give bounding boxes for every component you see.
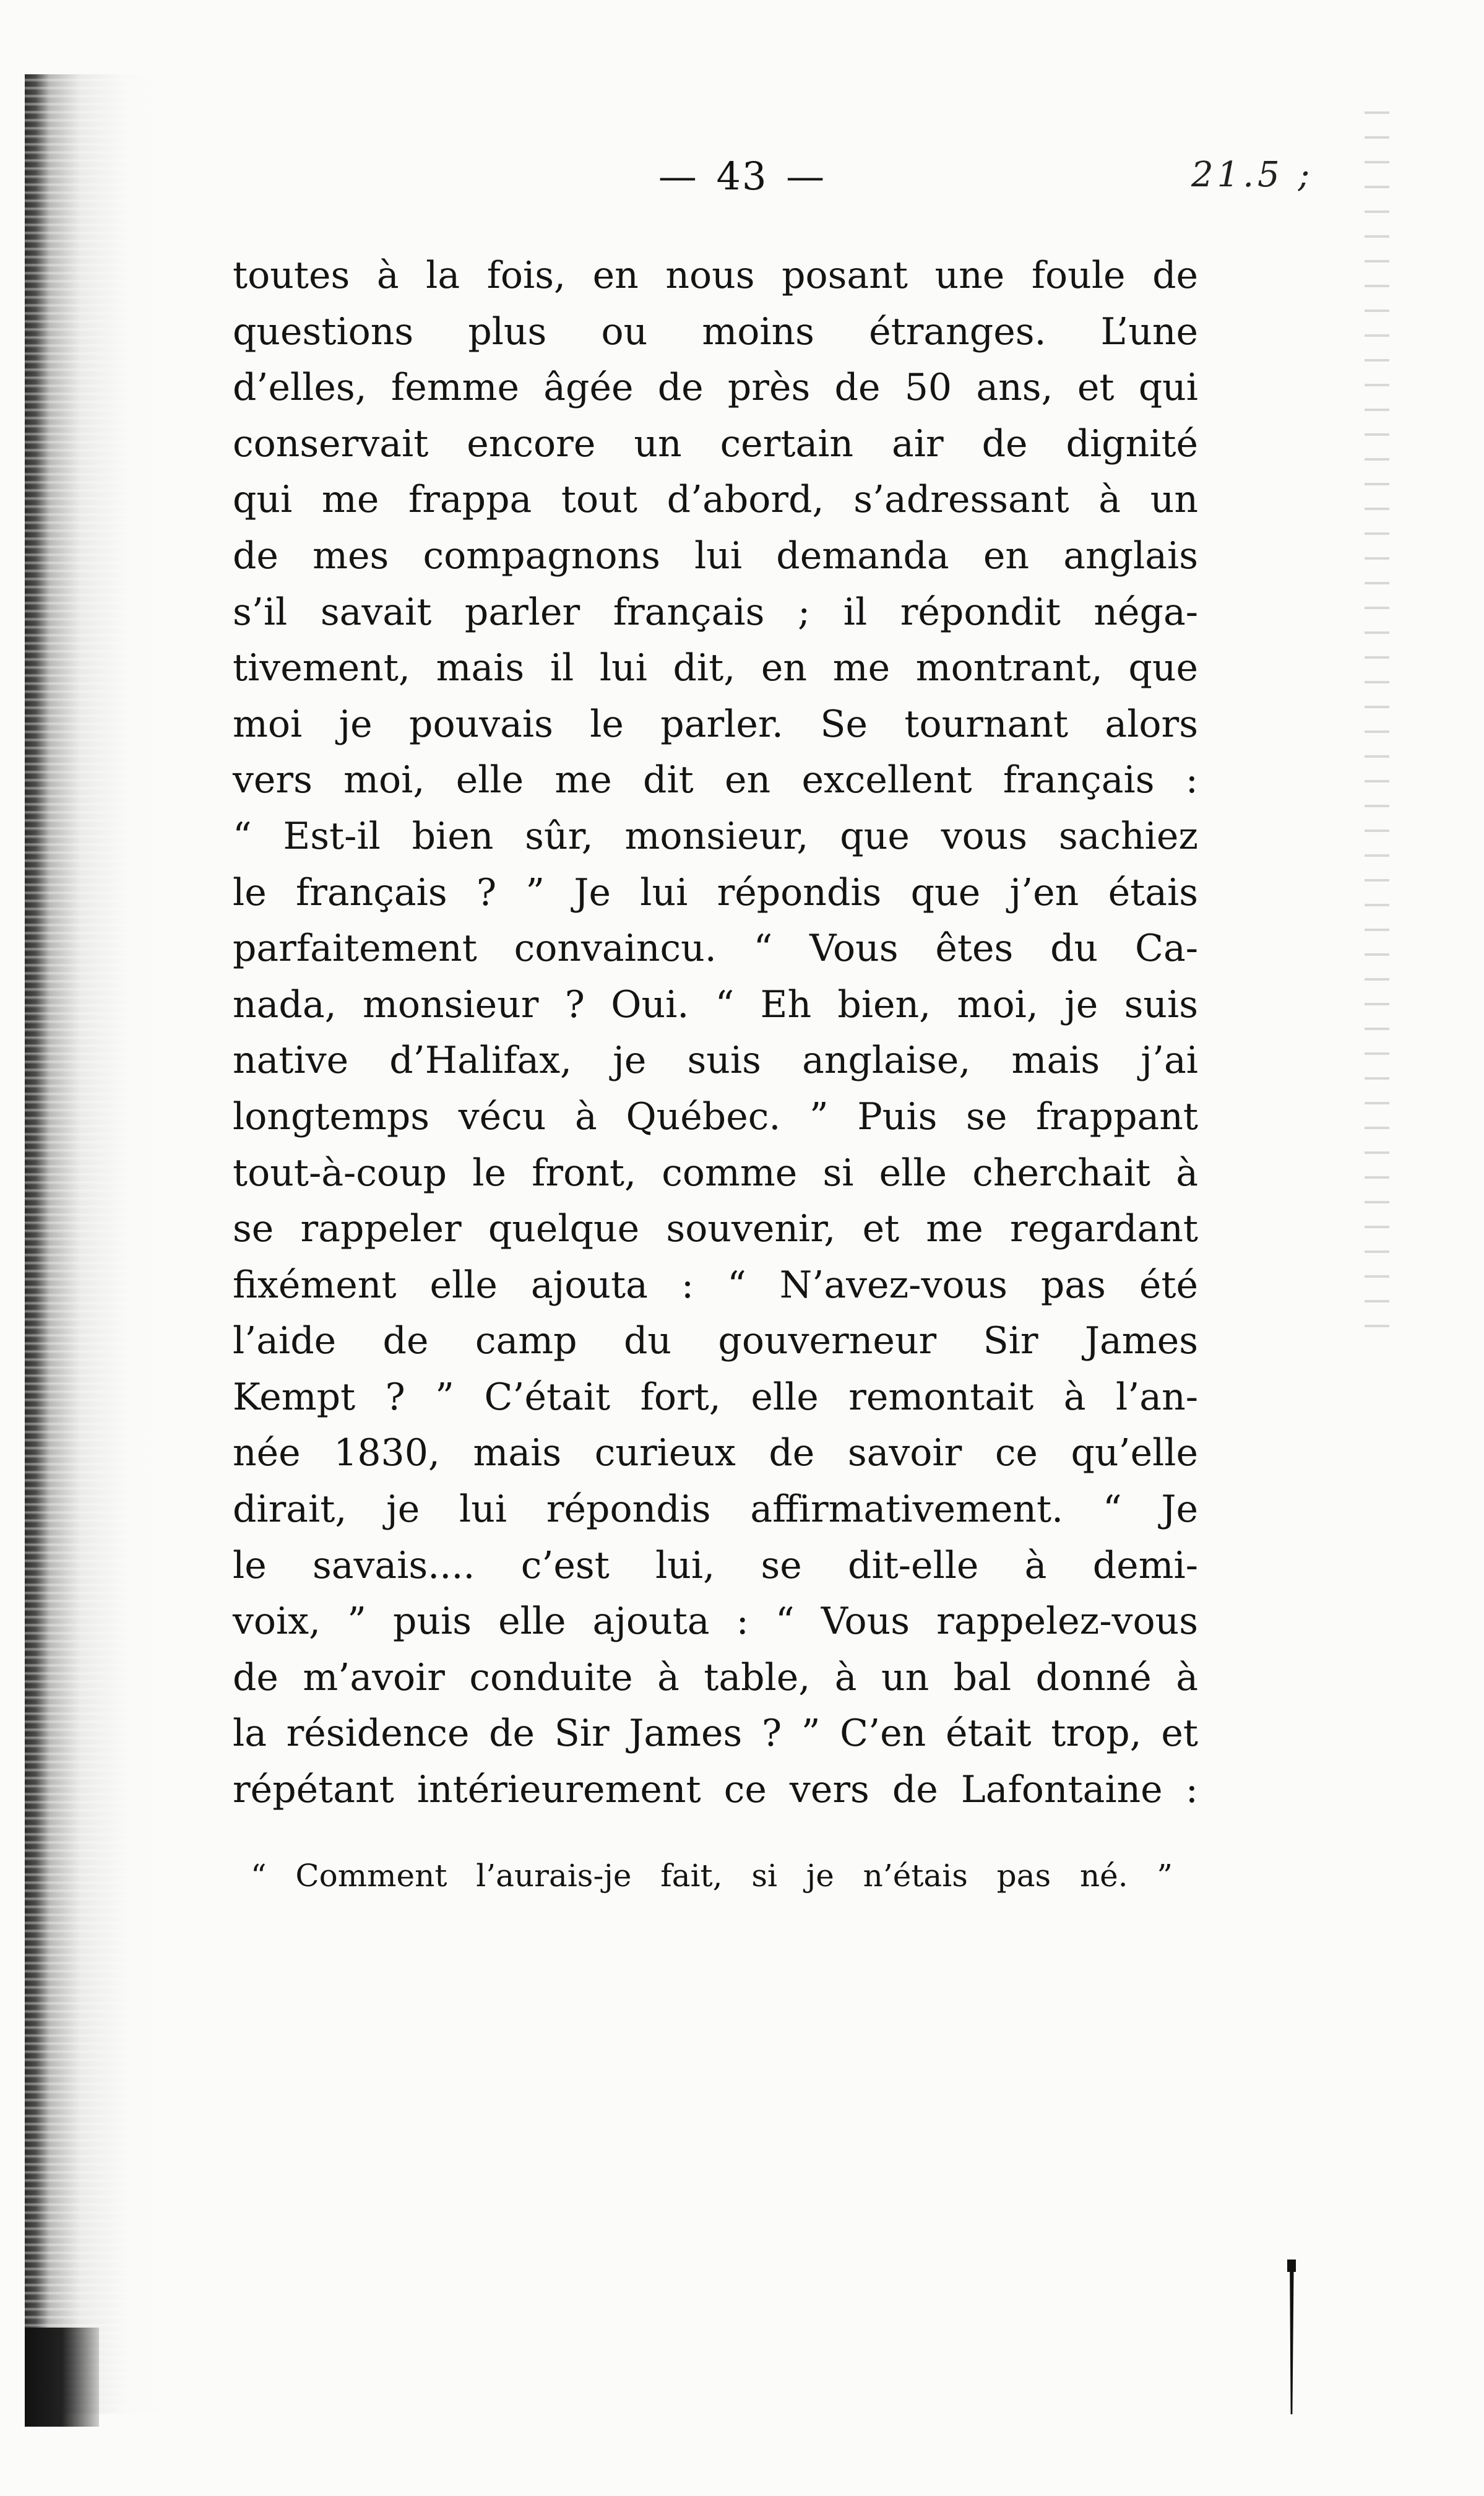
text-line: de m’avoir conduite à table, à un bal donné à [233, 1655, 1198, 1699]
text-line: native d’Halifax, je suis anglaise, mais j’ai [233, 1039, 1198, 1083]
scan-speckle [1365, 111, 1389, 1350]
verse-quote: “ Comment l’aurais-je fait, si je n’étais pas né. ” [251, 1858, 1173, 1894]
text-line: née 1830, mais curieux de savoir ce qu’elle [233, 1431, 1198, 1475]
text-line: l’aide de camp du gouverneur Sir James [233, 1319, 1198, 1363]
text-line: parfaitement convaincu. “ Vous êtes du Ca- [233, 927, 1198, 971]
header-dash-right: — [786, 154, 826, 199]
signature-mark: 21.5 ; [1191, 155, 1314, 195]
text-line: répétant intérieurement ce vers de Lafontaine : [233, 1768, 1198, 1812]
binding-shadow [25, 74, 167, 2414]
text-line: Kempt ? ” C’était fort, elle remontait à l’an- [233, 1375, 1198, 1419]
text-line: vers moi, elle me dit en excellent français : [233, 758, 1198, 802]
text-line: de mes compagnons lui demanda en anglais [233, 534, 1198, 578]
text-line: se rappeler quelque souvenir, et me regardant [233, 1207, 1198, 1251]
text-line: tivement, mais il lui dit, en me montrant, que [233, 646, 1198, 690]
text-line: nada, monsieur ? Oui. “ Eh bien, moi, je suis [233, 982, 1198, 1026]
binding-shadow-foot [25, 2328, 99, 2427]
text-line: le français ? ” Je lui répondis que j’en étais [233, 870, 1198, 914]
text-line: d’elles, femme âgée de près de 50 ans, et qui [233, 366, 1198, 410]
text-line: qui me frappa tout d’abord, s’adressant à un [233, 478, 1198, 522]
body-text [233, 248, 1198, 1818]
text-line: longtemps vécu à Québec. ” Puis se frappant [233, 1094, 1198, 1138]
text-line: tout-à-coup le front, comme si elle cherchait à [233, 1151, 1198, 1195]
text-line: toutes à la fois, en nous posant une foule de [233, 254, 1198, 297]
text-line: s’il savait parler français ; il répondit néga- [233, 590, 1198, 634]
text-line: moi je pouvais le parler. Se tournant alors [233, 702, 1198, 746]
scan-mark [1287, 2260, 1296, 2414]
text-line: la résidence de Sir James ? ” C’en était trop, et [233, 1712, 1198, 1756]
text-line: dirait, je lui répondis affirmativement. “ Je [233, 1488, 1198, 1532]
text-line: fixément elle ajouta : “ N’avez-vous pas été [233, 1263, 1198, 1307]
text-line: le savais.... c’est lui, se dit-elle à demi- [233, 1543, 1198, 1587]
text-line: questions plus ou moins étranges. L’une [233, 310, 1198, 353]
text-line: “ Est-il bien sûr, monsieur, que vous sachiez [233, 814, 1198, 858]
header-dash-left: — [658, 154, 698, 199]
text-line: voix, ” puis elle ajouta : “ Vous rappelez-vous [233, 1600, 1198, 1644]
page-number: 43 [716, 154, 768, 199]
text-line: conservait encore un certain air de dignité [233, 422, 1198, 466]
